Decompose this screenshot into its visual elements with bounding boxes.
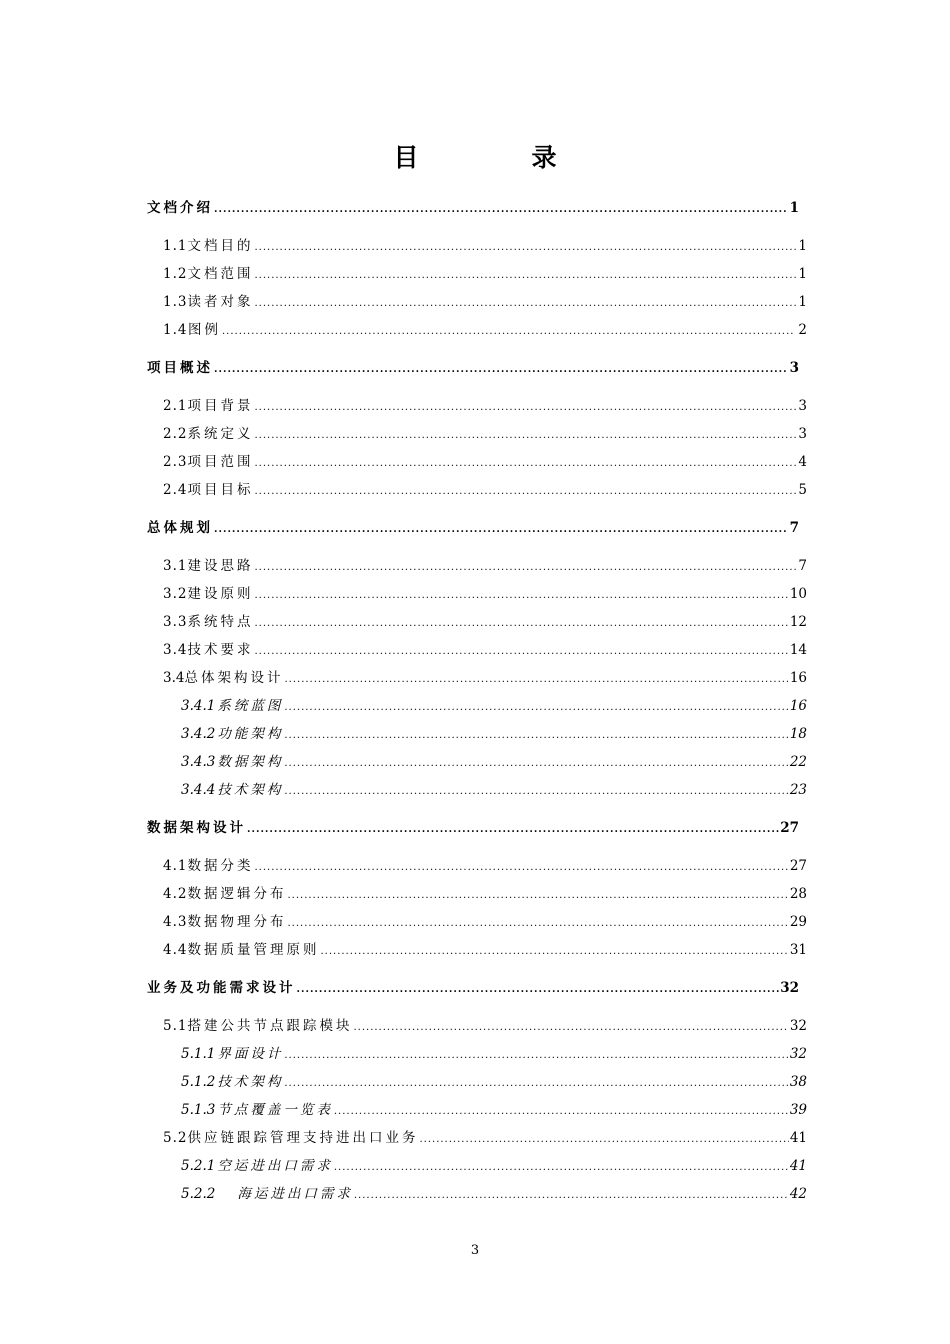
toc-subsection[interactable] bbox=[181, 1072, 807, 1092]
toc-chapter[interactable] bbox=[147, 358, 799, 378]
toc-entry-page: 31 bbox=[789, 942, 807, 958]
toc-entry-label: 空运进出口需求 bbox=[217, 1158, 333, 1174]
toc-entry-label: 数据逻辑分布 bbox=[187, 886, 287, 902]
toc-dot-leader bbox=[353, 1016, 788, 1036]
toc-entry-page: 32 bbox=[789, 1018, 807, 1034]
toc-section[interactable] bbox=[163, 556, 807, 576]
toc-entry-label: 海运进出口需求 bbox=[237, 1186, 353, 1202]
toc-entry-label: 功能架构 bbox=[217, 726, 284, 742]
toc-section[interactable] bbox=[163, 884, 807, 904]
toc-section[interactable] bbox=[163, 584, 807, 604]
toc-entry-label: 建设原则 bbox=[187, 586, 254, 602]
toc-entry-label: 项目概述 bbox=[147, 360, 213, 376]
toc-section[interactable] bbox=[163, 912, 807, 932]
toc-entry-number: 4.4 bbox=[163, 942, 188, 958]
toc-entry-label: 项目目标 bbox=[187, 482, 254, 498]
toc-dot-leader bbox=[254, 292, 795, 312]
toc-entry-label: 文档目的 bbox=[187, 238, 254, 254]
toc-entry-number: 2.4 bbox=[163, 482, 188, 498]
toc-entry-page: 42 bbox=[789, 1186, 807, 1202]
toc-section[interactable] bbox=[163, 452, 807, 472]
toc-dot-leader bbox=[254, 856, 788, 876]
toc-entry-number: 3.4 bbox=[163, 642, 188, 658]
toc-dot-leader bbox=[254, 480, 795, 500]
toc-subsection[interactable] bbox=[181, 1156, 807, 1176]
toc-entry-page: 3 bbox=[789, 360, 799, 376]
toc-entry-label: 系统定义 bbox=[187, 426, 254, 442]
toc-entry-page: 7 bbox=[789, 520, 799, 536]
toc-subsection[interactable] bbox=[181, 1100, 807, 1120]
toc-dot-leader bbox=[254, 452, 795, 472]
toc-entry-page: 27 bbox=[789, 858, 807, 874]
toc-entry-label: 界面设计 bbox=[217, 1046, 284, 1062]
toc-entry-page: 3 bbox=[798, 398, 807, 414]
toc-entry-page: 28 bbox=[789, 886, 807, 902]
toc-entry-label: 技术要求 bbox=[187, 642, 254, 658]
toc-dot-leader bbox=[214, 358, 786, 378]
toc-section[interactable] bbox=[163, 264, 807, 284]
toc-section[interactable] bbox=[163, 320, 807, 340]
toc-entry-label: 数据质量管理原则 bbox=[187, 942, 320, 958]
toc-section[interactable] bbox=[163, 940, 807, 960]
toc-entry-label: 读者对象 bbox=[187, 294, 254, 310]
toc-section[interactable] bbox=[163, 1128, 807, 1148]
toc-subsection[interactable] bbox=[181, 780, 807, 800]
toc-entry-page: 32 bbox=[780, 980, 799, 996]
toc-section[interactable] bbox=[163, 396, 807, 416]
toc-section[interactable] bbox=[163, 612, 807, 632]
toc-entry-label: 建设思路 bbox=[187, 558, 254, 574]
toc-section[interactable] bbox=[163, 292, 807, 312]
toc-subsection[interactable] bbox=[181, 752, 807, 772]
toc-entry-label: 供应链跟踪管理支持进出口业务 bbox=[187, 1130, 419, 1146]
toc-dot-leader bbox=[254, 556, 795, 576]
toc-entry-number: 1.1 bbox=[163, 238, 188, 254]
toc-entry-page: 12 bbox=[789, 614, 807, 630]
toc-entry-number: 4.3 bbox=[163, 914, 188, 930]
toc-entry-number: 3.2 bbox=[163, 586, 188, 602]
toc-entry-page: 16 bbox=[789, 670, 807, 686]
toc-entry-page: 10 bbox=[789, 586, 807, 602]
toc-entry-page: 1 bbox=[789, 200, 799, 216]
toc-entry-number: 5.1.3 bbox=[181, 1102, 216, 1118]
toc-entry-page: 1 bbox=[798, 266, 807, 282]
toc-dot-leader bbox=[284, 1044, 788, 1064]
toc-chapter[interactable] bbox=[147, 818, 799, 838]
toc-entry-number: 3.1 bbox=[163, 558, 188, 574]
toc-dot-leader bbox=[419, 1128, 788, 1148]
toc-entry-label: 文档范围 bbox=[187, 266, 254, 282]
toc-entry-page: 5 bbox=[798, 482, 807, 498]
toc-dot-leader bbox=[214, 518, 786, 538]
toc-dot-leader bbox=[284, 780, 788, 800]
toc-entry-page: 7 bbox=[798, 558, 807, 574]
toc-dot-leader bbox=[287, 884, 788, 904]
toc-entry-page: 1 bbox=[798, 238, 807, 254]
toc-subsection[interactable] bbox=[181, 1044, 807, 1064]
toc-entry-page: 18 bbox=[789, 726, 807, 742]
toc-entry-page: 23 bbox=[789, 782, 807, 798]
toc-entry-label: 技术架构 bbox=[217, 782, 284, 798]
page-number: 3 bbox=[470, 1243, 480, 1258]
toc-entry-number: 2.2 bbox=[163, 426, 188, 442]
toc-entry-label: 业务及功能需求设计 bbox=[147, 980, 296, 996]
toc-dot-leader bbox=[284, 752, 788, 772]
toc-dot-leader bbox=[247, 818, 779, 838]
toc-entry-number: 4.1 bbox=[163, 858, 188, 874]
toc-entry-label: 文档介绍 bbox=[147, 200, 213, 216]
toc-dot-leader bbox=[334, 1156, 789, 1176]
toc-section[interactable] bbox=[163, 480, 807, 500]
toc-chapter[interactable] bbox=[147, 198, 799, 218]
toc-section[interactable] bbox=[163, 856, 807, 876]
toc-entry-label: 项目背景 bbox=[187, 398, 254, 414]
toc-entry-number: 4.2 bbox=[163, 886, 188, 902]
toc-dot-leader bbox=[254, 640, 788, 660]
toc-subsection[interactable] bbox=[181, 696, 807, 716]
toc-dot-leader bbox=[254, 236, 795, 256]
toc-entry-number: 5.1.2 bbox=[181, 1074, 216, 1090]
toc-entry-page: 22 bbox=[789, 754, 807, 770]
toc-entry-label: 项目范围 bbox=[187, 454, 254, 470]
toc-entry-page: 39 bbox=[789, 1102, 807, 1118]
toc-entry-number: 2.3 bbox=[163, 454, 188, 470]
toc-entry-number: 5.2 bbox=[163, 1130, 188, 1146]
toc-entry-number: 3.4.2 bbox=[181, 726, 216, 742]
toc-entry-number: 1.3 bbox=[163, 294, 188, 310]
toc-entry-page: 3 bbox=[798, 426, 807, 442]
toc-section[interactable] bbox=[163, 1016, 807, 1036]
toc-subsection[interactable] bbox=[181, 1184, 807, 1204]
toc-entry-number: 1.2 bbox=[163, 266, 188, 282]
toc-dot-leader bbox=[334, 1100, 789, 1120]
toc-section[interactable] bbox=[163, 668, 807, 688]
toc-entry-label: 总体架构设计 bbox=[184, 670, 284, 686]
toc-entry-page: 2 bbox=[798, 322, 807, 338]
toc-subsection[interactable] bbox=[181, 724, 807, 744]
toc-dot-leader bbox=[254, 584, 788, 604]
toc-entry-number: 5.1 bbox=[163, 1018, 188, 1034]
toc-entry-page: 38 bbox=[789, 1074, 807, 1090]
toc-entry-label: 技术架构 bbox=[217, 1074, 284, 1090]
toc-entry-label: 数据架构 bbox=[217, 754, 284, 770]
toc-title: 目 录 bbox=[393, 143, 601, 172]
toc-dot-leader bbox=[254, 612, 788, 632]
toc-entry-number: 3.4.4 bbox=[181, 782, 216, 798]
toc-entry-number: 5.2.2 bbox=[181, 1186, 216, 1202]
toc-entry-label: 数据分类 bbox=[187, 858, 254, 874]
toc-entry-label: 总体规划 bbox=[147, 520, 213, 536]
toc-dot-leader bbox=[284, 696, 788, 716]
toc-section[interactable] bbox=[163, 236, 807, 256]
toc-entry-number: 3.4.1 bbox=[181, 698, 216, 714]
toc-entry-label: 搭建公共节点跟踪模块 bbox=[187, 1018, 353, 1034]
toc-entry-number: 3.3 bbox=[163, 614, 188, 630]
toc-dot-leader bbox=[284, 668, 788, 688]
toc-entry-label: 系统特点 bbox=[187, 614, 254, 630]
toc-dot-leader bbox=[222, 320, 795, 340]
toc-entry-page: 29 bbox=[789, 914, 807, 930]
toc-entry-page: 32 bbox=[789, 1046, 807, 1062]
toc-entry-label: 图例 bbox=[187, 322, 221, 338]
toc-entry-label: 数据物理分布 bbox=[187, 914, 287, 930]
toc-entry-page: 4 bbox=[798, 454, 807, 470]
toc-entry-page: 16 bbox=[789, 698, 807, 714]
toc-entry-label: 数据架构设计 bbox=[147, 820, 246, 836]
toc-chapter[interactable] bbox=[147, 518, 799, 538]
toc-entry-page: 41 bbox=[789, 1130, 807, 1146]
toc-dot-leader bbox=[254, 396, 795, 416]
toc-entry-label: 节点覆盖一览表 bbox=[217, 1102, 333, 1118]
toc-dot-leader bbox=[354, 1184, 789, 1204]
toc-dot-leader bbox=[287, 912, 788, 932]
toc-section[interactable] bbox=[163, 640, 807, 660]
toc-entry-number: 5.2.1 bbox=[181, 1158, 216, 1174]
toc-dot-leader bbox=[284, 1072, 788, 1092]
toc-entry-page: 27 bbox=[780, 820, 799, 836]
toc-entry-number: 3.4.3 bbox=[181, 754, 216, 770]
toc-dot-leader bbox=[254, 264, 795, 284]
toc-entry-page: 1 bbox=[798, 294, 807, 310]
toc-dot-leader bbox=[284, 724, 788, 744]
toc-entry-page: 14 bbox=[789, 642, 807, 658]
toc-dot-leader bbox=[320, 940, 788, 960]
toc-entry-label: 系统蓝图 bbox=[217, 698, 284, 714]
toc-entry-number: 5.1.1 bbox=[181, 1046, 216, 1062]
toc-entry-number: 3.4 bbox=[163, 670, 185, 686]
toc-entry-page: 41 bbox=[789, 1158, 807, 1174]
toc-entry-number: 2.1 bbox=[163, 398, 188, 414]
toc-dot-leader bbox=[297, 978, 780, 998]
toc-chapter[interactable] bbox=[147, 978, 799, 998]
toc-section[interactable] bbox=[163, 424, 807, 444]
toc-dot-leader bbox=[254, 424, 795, 444]
toc-dot-leader bbox=[214, 198, 786, 218]
toc-entry-number: 1.4 bbox=[163, 322, 188, 338]
